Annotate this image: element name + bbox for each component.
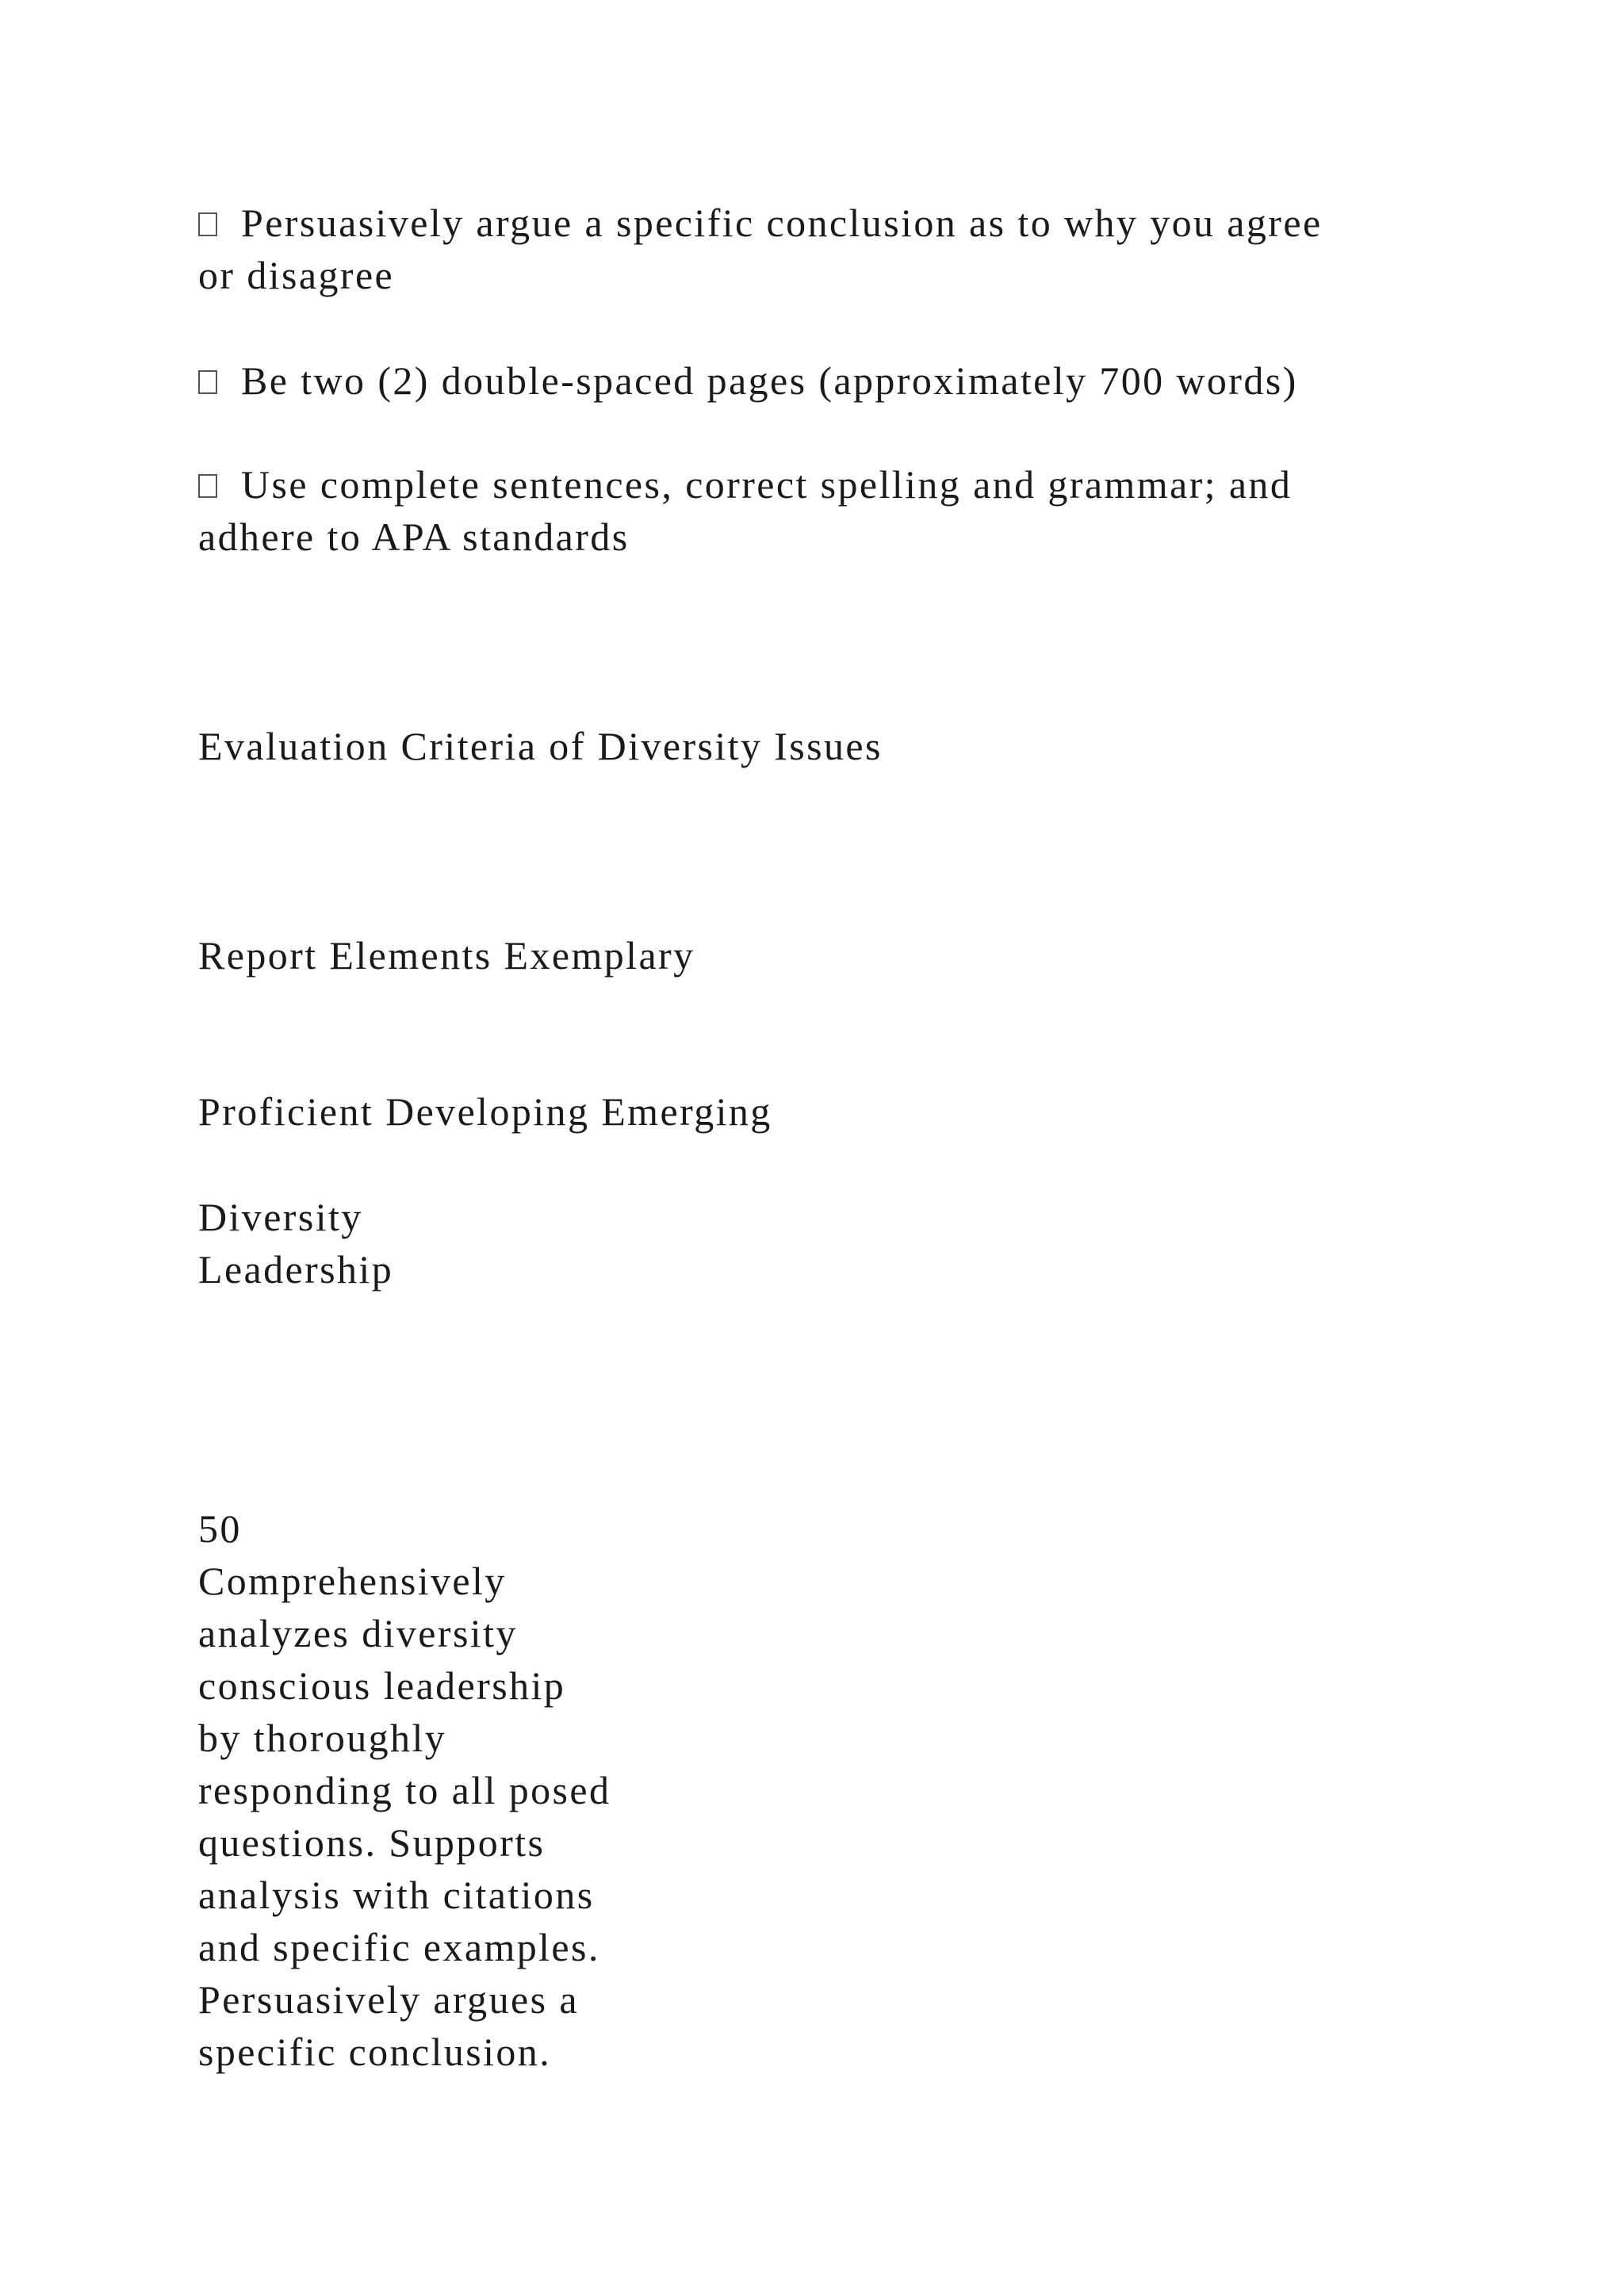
description-line: analysis with citations — [198, 1873, 595, 1917]
description-line: questions. Supports — [198, 1820, 546, 1865]
requirement-3-line-2: adhere to APA standards — [198, 515, 630, 559]
requirement-1-line-2: or disagree — [198, 253, 395, 297]
table-header-row-1: Report Elements Exemplary — [198, 933, 695, 978]
requirement-2-line-1: Be two (2) double-spaced pages (approximately 700 words) — [198, 354, 1298, 407]
description-line: responding to all posed — [198, 1768, 611, 1812]
description-line: Comprehensively — [198, 1559, 507, 1603]
table-header-row-2: Proficient Developing Emerging — [198, 1089, 772, 1134]
description-line: analyzes diversity — [198, 1611, 518, 1655]
bullet-icon — [198, 474, 217, 498]
score-value: 50 — [198, 1506, 242, 1551]
description-line: specific conclusion. — [198, 2030, 552, 2074]
description-line: Persuasively argues a — [198, 1977, 579, 2022]
criterion-name-line-2: Leadership — [198, 1247, 394, 1292]
section-title: Evaluation Criteria of Diversity Issues — [198, 724, 883, 768]
requirement-1-line-1: Persuasively argue a specific conclusion as to why you agree — [198, 197, 1323, 249]
bullet-icon — [198, 212, 217, 236]
description-line: by thoroughly — [198, 1716, 447, 1760]
criterion-name-line-1: Diversity — [198, 1195, 363, 1239]
description-line: and specific examples. — [198, 1925, 600, 1969]
description-line: conscious leadership — [198, 1663, 566, 1708]
requirement-3-line-1: Use complete sentences, correct spelling and grammar; and — [198, 458, 1292, 511]
bullet-icon — [198, 370, 217, 394]
